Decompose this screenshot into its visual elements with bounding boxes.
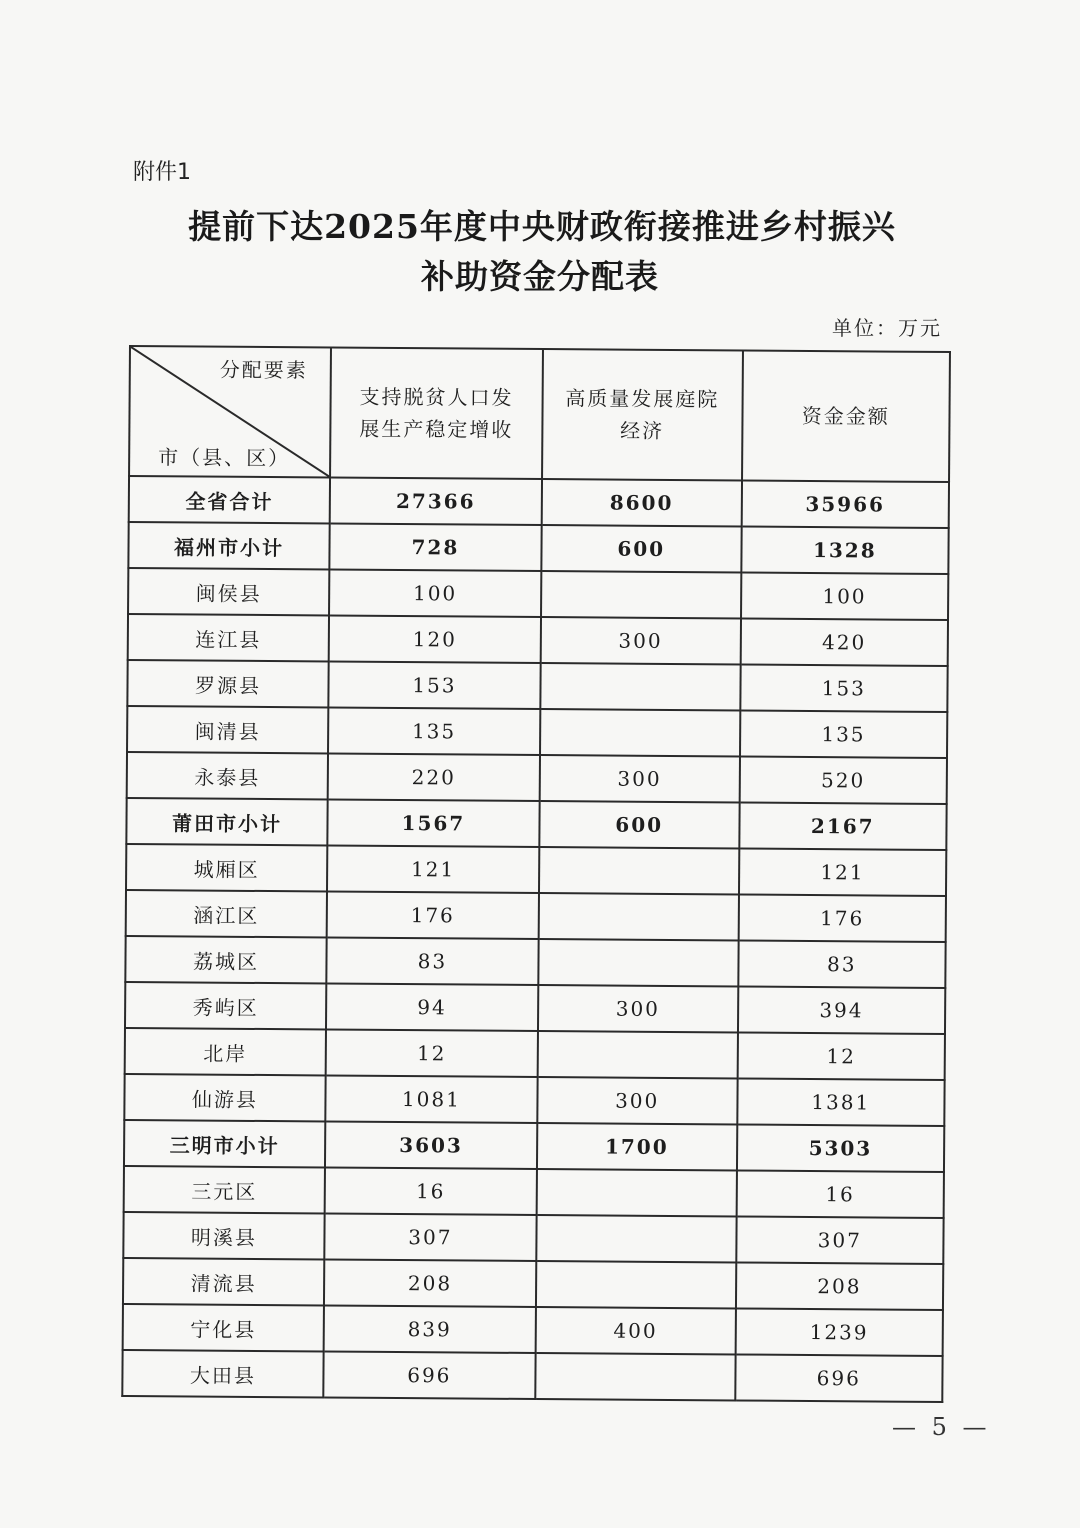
table-row [124, 1120, 944, 1172]
courtyard-economy-cell [540, 663, 740, 710]
region-cell: 北岸 [125, 1028, 326, 1075]
poverty-support-cell: 153 [328, 661, 540, 709]
region-cell: 闽侯县 [128, 568, 329, 615]
courtyard-economy-cell: 300 [537, 1077, 737, 1124]
poverty-support-cell: 839 [324, 1305, 536, 1353]
fund-amount-cell: 16 [736, 1170, 944, 1218]
region-cell: 闽清县 [127, 706, 328, 753]
fund-amount-cell: 307 [736, 1216, 944, 1264]
table-row [128, 522, 948, 574]
courtyard-economy-cell [540, 709, 740, 756]
unit-label: 单位：万元 [832, 316, 942, 340]
header-courtyard-economy-label: 高质量发展庭院经济 [565, 386, 720, 443]
fund-amount-cell: 35966 [741, 480, 949, 528]
courtyard-economy-cell [538, 939, 738, 986]
poverty-support-cell: 121 [327, 845, 539, 893]
header-region: 市（县、区） [158, 445, 291, 471]
fund-amount-cell: 100 [741, 572, 949, 620]
fund-amount-cell: 121 [739, 848, 947, 896]
page-number: — 5 — [892, 1413, 991, 1441]
courtyard-economy-cell [536, 1169, 736, 1216]
poverty-support-cell: 696 [323, 1351, 535, 1399]
table-row [127, 752, 947, 804]
region-cell: 三明市小计 [124, 1120, 325, 1167]
region-cell: 明溪县 [123, 1212, 324, 1259]
table-row [123, 1304, 943, 1356]
fund-amount-cell: 208 [736, 1262, 944, 1310]
table-row [129, 476, 949, 528]
region-cell: 清流县 [123, 1258, 324, 1305]
fund-amount-cell: 394 [738, 986, 946, 1034]
table-row [125, 1028, 945, 1080]
fund-amount-cell: 153 [740, 664, 948, 712]
courtyard-economy-cell: 600 [541, 525, 741, 572]
table-row [127, 706, 947, 758]
allocation-table [121, 345, 951, 1403]
attachment-label: 附件1 [133, 160, 191, 185]
fund-amount-cell: 5303 [737, 1124, 945, 1172]
fund-amount-cell: 1239 [735, 1308, 943, 1356]
title-line-2: 补助资金分配表 [421, 257, 659, 296]
courtyard-economy-cell [535, 1353, 735, 1400]
table-row [123, 1212, 943, 1264]
courtyard-economy-cell: 1700 [537, 1123, 737, 1170]
courtyard-economy-cell: 300 [539, 755, 739, 802]
header-courtyard-economy [542, 349, 743, 480]
region-cell: 永泰县 [127, 752, 328, 799]
poverty-support-cell: 208 [324, 1259, 536, 1307]
table-row [124, 1166, 944, 1218]
fund-amount-cell: 135 [740, 710, 948, 758]
header-allocation-factors: 分配要素 [219, 357, 308, 383]
fund-amount-cell: 696 [735, 1354, 943, 1402]
courtyard-economy-cell: 600 [539, 801, 739, 848]
courtyard-economy-cell [538, 893, 738, 940]
poverty-support-cell: 220 [328, 753, 540, 801]
table-body [122, 476, 949, 1402]
table-row [128, 568, 948, 620]
region-cell: 荔城区 [125, 936, 326, 983]
poverty-support-cell: 83 [326, 937, 538, 985]
poverty-support-cell: 100 [329, 569, 541, 617]
table-row [125, 936, 945, 988]
poverty-support-cell: 94 [326, 983, 538, 1031]
table-row [127, 660, 947, 712]
poverty-support-cell: 728 [329, 523, 541, 571]
table-row [122, 1350, 942, 1402]
table-row [126, 798, 946, 850]
region-cell: 大田县 [122, 1350, 323, 1397]
table-row [126, 844, 946, 896]
title-line-1: 提前下达2025年度中央财政衔接推进乡村振兴 [188, 207, 896, 246]
poverty-support-cell: 135 [328, 707, 540, 755]
table-row [125, 982, 945, 1034]
header-fund-amount: 资金金额 [742, 350, 950, 482]
region-cell: 罗源县 [127, 660, 328, 707]
poverty-support-cell: 16 [325, 1167, 537, 1215]
table-header-row [129, 346, 950, 482]
courtyard-economy-cell [541, 571, 741, 618]
fund-amount-cell: 83 [738, 940, 946, 988]
courtyard-economy-cell [536, 1215, 736, 1262]
poverty-support-cell: 307 [324, 1213, 536, 1261]
table-row [126, 890, 946, 942]
region-cell: 秀屿区 [125, 982, 326, 1029]
courtyard-economy-cell: 300 [540, 617, 740, 664]
courtyard-economy-cell: 400 [535, 1307, 735, 1354]
fund-amount-cell: 2167 [739, 802, 947, 850]
courtyard-economy-cell [536, 1261, 736, 1308]
region-cell: 城厢区 [126, 844, 327, 891]
poverty-support-cell: 120 [329, 615, 541, 663]
region-cell: 仙游县 [124, 1074, 325, 1121]
poverty-support-cell: 176 [327, 891, 539, 939]
region-cell: 宁化县 [123, 1304, 324, 1351]
region-cell: 连江县 [128, 614, 329, 661]
courtyard-economy-cell: 300 [538, 985, 738, 1032]
poverty-support-cell: 3603 [325, 1121, 537, 1169]
document-title [0, 202, 1080, 302]
courtyard-economy-cell: 8600 [542, 479, 742, 526]
table-row [128, 614, 948, 666]
fund-amount-cell: 1381 [737, 1078, 945, 1126]
table-row [124, 1074, 944, 1126]
poverty-support-cell: 27366 [330, 477, 542, 525]
header-poverty-support-label: 支持脱贫人口发展生产稳定增收 [359, 384, 514, 442]
fund-amount-cell: 520 [739, 756, 947, 804]
fund-amount-cell: 12 [737, 1032, 945, 1080]
poverty-support-cell: 12 [326, 1029, 538, 1077]
poverty-support-cell: 1081 [325, 1075, 537, 1123]
region-cell: 全省合计 [129, 476, 330, 523]
region-cell: 福州市小计 [128, 522, 329, 569]
fund-amount-cell: 1328 [741, 526, 949, 574]
fund-amount-cell: 420 [740, 618, 948, 666]
poverty-support-cell: 1567 [327, 799, 539, 847]
header-poverty-support [330, 347, 543, 479]
region-cell: 莆田市小计 [126, 798, 327, 845]
region-cell: 三元区 [124, 1166, 325, 1213]
courtyard-economy-cell [537, 1031, 737, 1078]
courtyard-economy-cell [539, 847, 739, 894]
region-cell: 涵江区 [126, 890, 327, 937]
fund-amount-cell: 176 [738, 894, 946, 942]
table-row [123, 1258, 943, 1310]
diagonal-header-cell [129, 346, 331, 477]
